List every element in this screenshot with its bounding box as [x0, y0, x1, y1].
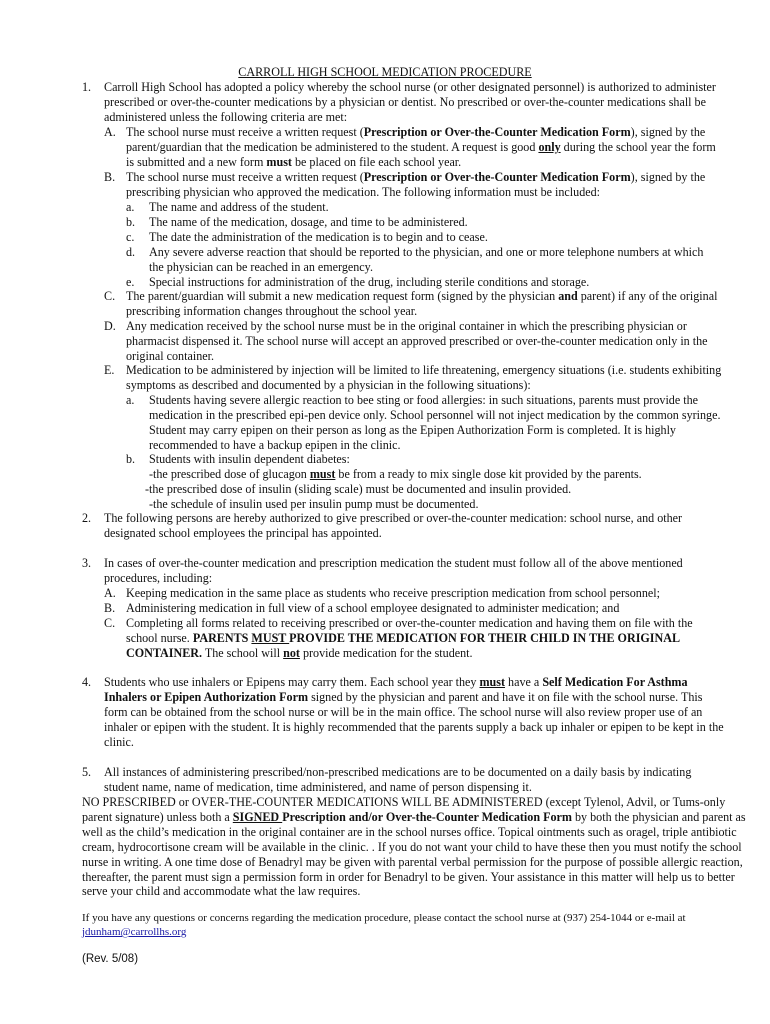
- section-4: 4. Students who use inhalers or Epipens may carry them. Each school year they must have a Self Medication For Asthma Inhalers or Epipen Authorization Form signed by the physician and parent and have it on file with the school nurse. This form can be obtained from the school nurse or will be in the main office. The school nurse will also review proper use of an inhaler or epipen with the student. It is highly recommended that the parents supply a back up inhaler or epipen to be kept in the clinic.: [82, 675, 724, 749]
- list-item: d. Any severe adverse reaction that should be reported to the physician, and one or more telephone numbers at which the physician can be reached in an emergency.: [126, 244, 704, 274]
- revision-label: (Rev. 5/08): [82, 953, 139, 965]
- section-5: 5. All instances of administering prescribed/non-prescribed medications are to be documented on a daily basis by indicating student name, name of medication, time administered, and name of person dispensing it.: [82, 765, 692, 794]
- section-1-e-b: b. Students with insulin dependent diabetes: -the prescribed dose of glucagon must be from a ready to mix single dose kit provided by the parents. -the prescribed dose of insulin (sliding scale) must be documented and insulin provided. -the schedule of insulin used per insulin pump must be documented.: [126, 452, 642, 511]
- page-title: CARROLL HIGH SCHOOL MEDICATION PROCEDURE: [238, 65, 532, 79]
- list-item: c. The date the administration of the medication is to begin and to cease.: [126, 229, 488, 244]
- section-1-item-e: E. Medication to be administered by injection will be limited to life threatening, emergency situations (i.e. students exhibiting symptoms as described and documented by a physician in the following situations):: [104, 363, 722, 392]
- section-2-number: 2.: [82, 511, 92, 525]
- section-2: 2. The following persons are hereby authorized to give prescribed or over-the-counter medication: school nurse, and other designated school employees the principal has appointed.: [82, 511, 683, 540]
- section-1-item-a: A. The school nurse must receive a written request (Prescription or Over-the-Counter Medication Form), signed by the parent/guardian that the medication be administered to the student. A request is good only during the school year the form is submitted and a new form must be placed on file each school year.: [104, 125, 716, 169]
- item-letter: D.: [104, 319, 116, 333]
- section-1-item-b: B. The school nurse must receive a written request (Prescription or Over-the-Counter Medication Form), signed by the prescribing physician who approved the medication. The following information must be included:: [104, 170, 706, 199]
- section-3-number: 3.: [82, 556, 92, 570]
- list-item: a. The name and address of the student.: [126, 200, 329, 214]
- email-link[interactable]: jdunham@carrollhs.org: [82, 926, 187, 938]
- item-letter: B.: [104, 170, 116, 184]
- section-3-item-c: C. Completing all forms related to receiving prescribed or over-the-counter medication and having them on file with the school nurse. PARENTS MUST PROVIDE THE MEDICATION FOR THEIR CHILD IN THE ORIGINAL CONTAINER. The school will not provide medication for the student.: [104, 616, 693, 660]
- contact-note: If you have any questions or concerns regarding the medication procedure, please contact the school nurse at (937) 254-1044 or e-mail at jdunham@carrollhs.org: [82, 912, 686, 938]
- section-1: [82, 80, 724, 125]
- section-1-e-a: a. Students having severe allergic reaction to bee sting or food allergies: in such situations, parents must provide the medication in the prescribed epi-pen device only. School personnel will not inject medication by the common syringe. Student may carry epipen on their person as long as the Epipen Authorization Form is completed. It is highly recommended to have a backup epipen in the clinic.: [126, 393, 721, 452]
- section-3-item-a: A. Keeping medication in the same place as students who receive prescription medication from school personnel;: [104, 586, 660, 600]
- item-letter: C.: [104, 289, 116, 303]
- section-3: 3. In cases of over-the-counter medication and prescription medication the student must follow all of the above mentioned procedures, including:: [82, 556, 683, 585]
- section-1-number: 1.: [82, 80, 92, 94]
- section-1-intro: Carroll High School has adopted a policy whereby the school nurse (or other designated personnel) is authorized to administer prescribed or over-the-counter medications by a physician or dentist. No prescribed or over-the-counter medications shall be administered unless the following criteria are met:: [104, 80, 716, 124]
- section-5-number: 5.: [82, 765, 92, 779]
- closing-paragraph: NO PRESCRIBED or OVER-THE-COUNTER MEDICATIONS WILL BE ADMINISTERED (except Tylenol, Advil, or Tums-only parent signature) unless both a SIGNED Prescription and/or Over-the-Counter Medication Form by both the physician and parent as well as the child’s medication in the original container are in the school nurses office. Topical ointments such as oragel, triple antibiotic cream, hydrocortisone cream will be available in the clinic. . If you do not want your child to have these then you must notify the school nurse in writing. A one time dose of Benadryl may be given with parental verbal permission for the purpose of possible allergic reaction, thereafter, the parent must sign a permission form in order for Benadryl to be given. Your assistance in this matter will help us to better serve your child and accommodate what the law requires.: [82, 795, 746, 899]
- list-item: b. The name of the medication, dosage, and time to be administered.: [126, 214, 468, 229]
- section-1-item-c: C. The parent/guardian will submit a new medication request form (signed by the physician and parent) if any of the original prescribing information changes throughout the school year.: [104, 289, 718, 318]
- item-letter: E.: [104, 363, 115, 377]
- item-letter: A.: [104, 125, 116, 139]
- section-1-b-list: [126, 200, 721, 289]
- section-1-item-d: D. Any medication received by the school nurse must be in the original container in which the prescribing physician or pharmacist dispensed it. The school nurse will accept an approved prescribed or over-the-counter medication only in the original container.: [104, 319, 708, 363]
- list-item: e. Special instructions for administration of the drug, including sterile conditions and storage.: [126, 274, 590, 289]
- section-4-number: 4.: [82, 675, 92, 689]
- section-3-item-b: B. Administering medication in full view of a school employee designated to administer medication; and: [104, 601, 620, 615]
